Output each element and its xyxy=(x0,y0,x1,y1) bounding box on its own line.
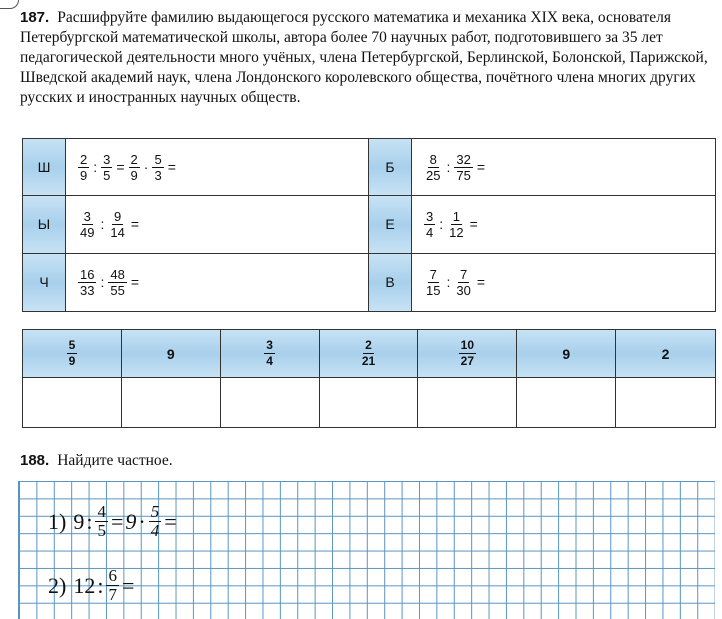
numerator: 3 xyxy=(266,338,273,352)
equals-sign: = xyxy=(110,508,124,534)
fraction xyxy=(67,338,78,369)
answer-letter-cell[interactable] xyxy=(517,378,616,427)
denominator: 5 xyxy=(103,167,111,183)
fraction xyxy=(149,503,162,540)
letter: Б xyxy=(385,159,395,176)
denominator: 9 xyxy=(130,167,138,183)
multiply-sign: · xyxy=(143,159,149,176)
task-number: 187. xyxy=(20,9,50,26)
denominator: 49 xyxy=(80,224,95,240)
fraction xyxy=(106,567,119,604)
expression-cell xyxy=(412,139,715,196)
equals-sign: = xyxy=(130,274,140,291)
answer-header xyxy=(418,330,517,378)
equals-sign: = xyxy=(476,274,486,291)
denominator: 75 xyxy=(456,167,471,183)
numerator: 5 xyxy=(68,338,76,352)
task-187 xyxy=(20,8,714,108)
denominator: 33 xyxy=(80,282,95,298)
fraction xyxy=(424,267,442,298)
task-text: Расшифруйте фамилию выдающегося русского математика и механика XIX века, основателя Петербургской математической школы, автора более 70 научных работ, подготовившего за 35 лет педагогической деятельности много учёных, члена Петербургской, Берлинской, Болонской, Парижской, Шведской академий наук, члена Лондонского королевского общества, почётного члена многих других русских и иностранных научных обществ. xyxy=(20,9,708,106)
denominator: 21 xyxy=(361,354,376,368)
fraction xyxy=(454,152,472,183)
fraction xyxy=(129,152,140,183)
numerator: 48 xyxy=(110,266,125,282)
fraction xyxy=(152,152,163,183)
item-label: 1) xyxy=(48,508,67,534)
numerator: 3 xyxy=(103,151,111,167)
expression-cell xyxy=(66,254,369,311)
letter-cell xyxy=(369,196,412,253)
letter: Ш xyxy=(37,159,51,176)
divide-sign: : xyxy=(86,508,93,534)
dividend: 9 xyxy=(73,508,85,534)
numerator: 16 xyxy=(80,266,95,282)
fraction xyxy=(78,209,96,240)
denominator: 4 xyxy=(150,521,160,540)
answer-header xyxy=(122,330,221,378)
answer-letter-cell[interactable] xyxy=(221,378,320,427)
expression-cell xyxy=(412,254,715,311)
page-corner-mark xyxy=(0,0,19,9)
answer-letter-cell[interactable] xyxy=(122,378,221,427)
equals-sign: = xyxy=(164,508,177,534)
divide-sign: : xyxy=(97,572,104,598)
fraction xyxy=(108,267,126,298)
dividend: 12 xyxy=(73,572,96,598)
letter-cell xyxy=(369,254,412,311)
answer-letter-cell[interactable] xyxy=(23,378,122,427)
numerator: 7 xyxy=(459,266,468,282)
numerator: 3 xyxy=(426,208,434,224)
letter-cell xyxy=(23,139,66,196)
letter: Ч xyxy=(39,274,49,291)
fraction xyxy=(459,338,476,369)
multiply-sign: · xyxy=(138,508,146,534)
letter: Ы xyxy=(37,216,51,233)
letter: В xyxy=(385,274,395,291)
divide-sign: : xyxy=(93,159,98,176)
answer-header xyxy=(517,330,616,378)
fraction xyxy=(454,267,472,298)
fraction xyxy=(360,338,377,369)
letter: Е xyxy=(385,216,395,233)
denominator: 30 xyxy=(456,282,471,298)
numerator: 5 xyxy=(154,151,162,167)
task-number: 188. xyxy=(20,452,50,469)
equals-sign: = xyxy=(469,216,478,233)
answer-letter-cell[interactable] xyxy=(418,378,517,427)
numerator: 3 xyxy=(83,208,91,224)
denominator: 14 xyxy=(110,224,125,240)
denominator: 9 xyxy=(80,167,88,183)
denominator: 4 xyxy=(266,354,273,368)
answer-letter-cell[interactable] xyxy=(320,378,419,427)
numerator: 9 xyxy=(113,208,122,224)
divide-sign: : xyxy=(439,216,444,233)
equals-sign: = xyxy=(121,572,135,598)
denominator: 27 xyxy=(460,354,475,368)
answer-header xyxy=(221,330,320,378)
handwritten-solution-2 xyxy=(47,567,135,604)
answer-value: 9 xyxy=(562,345,571,362)
divide-sign: : xyxy=(446,274,451,291)
denominator: 55 xyxy=(110,282,125,298)
numerator: 2 xyxy=(365,338,372,352)
fraction xyxy=(108,209,126,240)
item-label: 2) xyxy=(48,572,67,598)
denominator: 7 xyxy=(108,585,117,604)
equals-sign: = xyxy=(167,159,176,176)
denominator: 5 xyxy=(97,521,106,540)
numerator: 8 xyxy=(429,151,437,167)
answer-table xyxy=(22,329,716,428)
answer-header xyxy=(616,330,715,378)
fraction xyxy=(101,152,112,183)
denominator: 25 xyxy=(426,167,441,183)
denominator: 15 xyxy=(426,282,441,298)
factor: 9 xyxy=(125,508,137,534)
fraction xyxy=(424,152,442,183)
expression-cell xyxy=(66,139,369,196)
divide-sign: : xyxy=(100,274,105,291)
denominator: 4 xyxy=(426,224,434,240)
denominator: 9 xyxy=(68,354,76,368)
numerator: 10 xyxy=(460,338,475,352)
numerator: 5 xyxy=(150,502,160,521)
letter-cell xyxy=(23,196,66,253)
task-188 xyxy=(20,452,173,470)
answer-header xyxy=(23,330,122,378)
cipher-table xyxy=(22,138,716,312)
answer-value: 2 xyxy=(661,345,670,362)
numerator: 2 xyxy=(80,151,88,167)
grid-paper xyxy=(18,481,715,619)
denominator: 3 xyxy=(154,167,162,183)
expression-cell xyxy=(412,196,715,253)
expression-cell xyxy=(66,196,369,253)
letter-cell xyxy=(23,254,66,311)
equals-sign: = xyxy=(130,216,140,233)
answer-letter-cell[interactable] xyxy=(616,378,715,427)
task-text: Найдите частное. xyxy=(57,452,173,469)
letter-cell xyxy=(369,139,412,196)
denominator: 12 xyxy=(449,224,464,240)
numerator: 7 xyxy=(429,266,437,282)
numerator: 1 xyxy=(452,208,460,224)
divide-sign: : xyxy=(100,216,105,233)
answer-value: 9 xyxy=(166,345,175,362)
fraction xyxy=(78,267,96,298)
handwritten-solution-1 xyxy=(47,503,178,540)
fraction xyxy=(264,338,275,369)
numerator: 32 xyxy=(456,151,471,167)
answer-header xyxy=(320,330,419,378)
numerator: 2 xyxy=(130,151,138,167)
numerator: 6 xyxy=(108,566,117,585)
numerator: 4 xyxy=(97,502,106,521)
fraction xyxy=(447,209,465,240)
fraction xyxy=(424,209,435,240)
equals-sign: = xyxy=(116,159,125,176)
equals-sign: = xyxy=(476,159,486,176)
fraction xyxy=(95,503,108,540)
divide-sign: : xyxy=(446,159,451,176)
fraction xyxy=(78,152,89,183)
